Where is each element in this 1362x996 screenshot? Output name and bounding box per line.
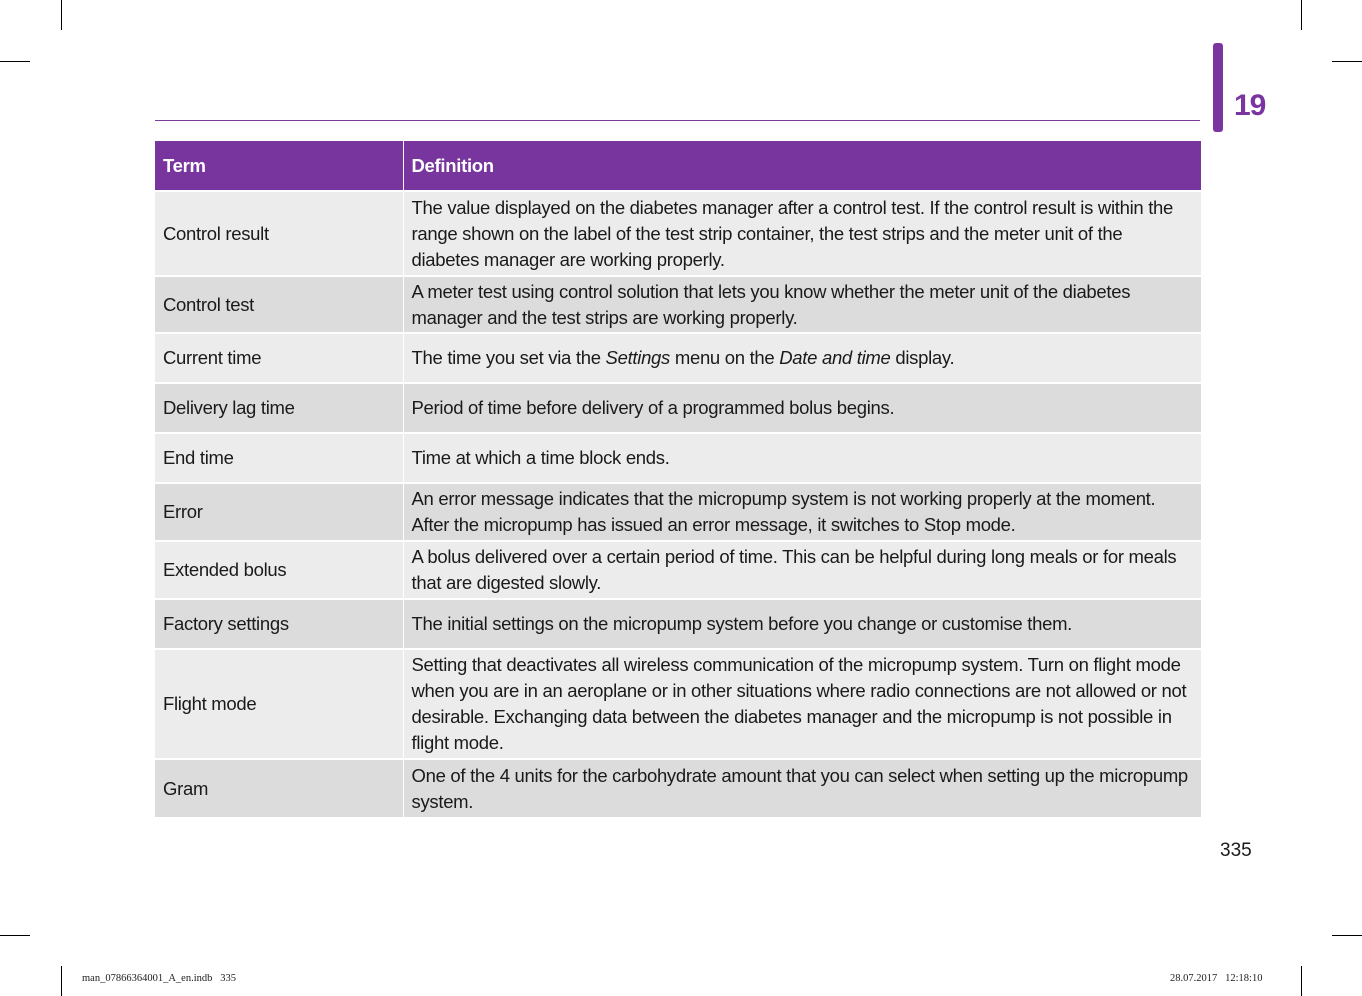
table-row — [155, 599, 1201, 649]
definition-cell: Period of time before delivery of a programmed bolus begins. — [403, 383, 1201, 433]
table-row — [155, 483, 1201, 541]
crop-mark — [0, 61, 30, 62]
term-cell: Error — [155, 483, 403, 541]
crop-mark — [61, 966, 62, 996]
definition-cell: One of the 4 units for the carbohydrate amount that you can select when setting up the micropump system. — [403, 759, 1201, 817]
crop-mark — [1301, 0, 1302, 30]
definition-text: menu on the — [670, 347, 780, 368]
definition-cell: A bolus delivered over a certain period of time. This can be helpful during long meals or for meals that are digested slowly. — [403, 541, 1201, 599]
definition-cell — [403, 333, 1201, 383]
table-row — [155, 333, 1201, 383]
definition-cell: Time at which a time block ends. — [403, 433, 1201, 483]
column-header-definition: Definition — [403, 141, 1201, 191]
table-row — [155, 191, 1201, 276]
footer-timestamp: 28.07.2017 12:18:10 — [1170, 973, 1263, 984]
term-cell: Gram — [155, 759, 403, 817]
definition-text: display. — [890, 347, 955, 368]
crop-mark — [1332, 935, 1362, 936]
definition-text: The time you set via the — [411, 347, 606, 368]
term-cell: Control result — [155, 191, 403, 276]
glossary-table — [155, 141, 1201, 817]
table-row — [155, 383, 1201, 433]
term-cell: Flight mode — [155, 649, 403, 759]
definition-cell: The value displayed on the diabetes manager after a control test. If the control result is within the range shown on the label of the test strip container, the test strips and the meter unit of the diabetes manager are working properly. — [403, 191, 1201, 276]
definition-cell: Setting that deactivates all wireless communication of the micropump system. Turn on flight mode when you are in an aeroplane or in other situations where radio connections are not allowed or not desirable. Exchanging data between the diabetes manager and the micropump is not possible in flight mode. — [403, 649, 1201, 759]
footer-file-name: man_07866364001_A_en.indb 335 — [82, 973, 236, 984]
display-reference: Date and time — [779, 347, 891, 368]
term-cell: End time — [155, 433, 403, 483]
table-row — [155, 541, 1201, 599]
definition-cell: A meter test using control solution that lets you know whether the meter unit of the diabetes manager and the test strips are working properly. — [403, 276, 1201, 333]
crop-mark — [1301, 966, 1302, 996]
crop-mark — [1332, 61, 1362, 62]
page-number: 335 — [1220, 840, 1252, 861]
header-rule — [155, 120, 1200, 121]
term-cell: Delivery lag time — [155, 383, 403, 433]
definition-cell: An error message indicates that the micropump system is not working properly at the moment. After the micropump has issued an error message, it switches to Stop mode. — [403, 483, 1201, 541]
definition-cell: The initial settings on the micropump system before you change or customise them. — [403, 599, 1201, 649]
table-header-row — [155, 141, 1201, 191]
crop-mark — [0, 935, 30, 936]
term-cell: Current time — [155, 333, 403, 383]
chapter-tab-bar — [1213, 43, 1223, 132]
chapter-number: 19 — [1234, 89, 1266, 122]
table-row — [155, 759, 1201, 817]
term-cell: Extended bolus — [155, 541, 403, 599]
term-cell: Control test — [155, 276, 403, 333]
table-row — [155, 433, 1201, 483]
crop-mark — [61, 0, 62, 30]
column-header-term: Term — [155, 141, 403, 191]
menu-reference: Settings — [605, 347, 670, 368]
table-row — [155, 276, 1201, 333]
term-cell: Factory settings — [155, 599, 403, 649]
table-row — [155, 649, 1201, 759]
